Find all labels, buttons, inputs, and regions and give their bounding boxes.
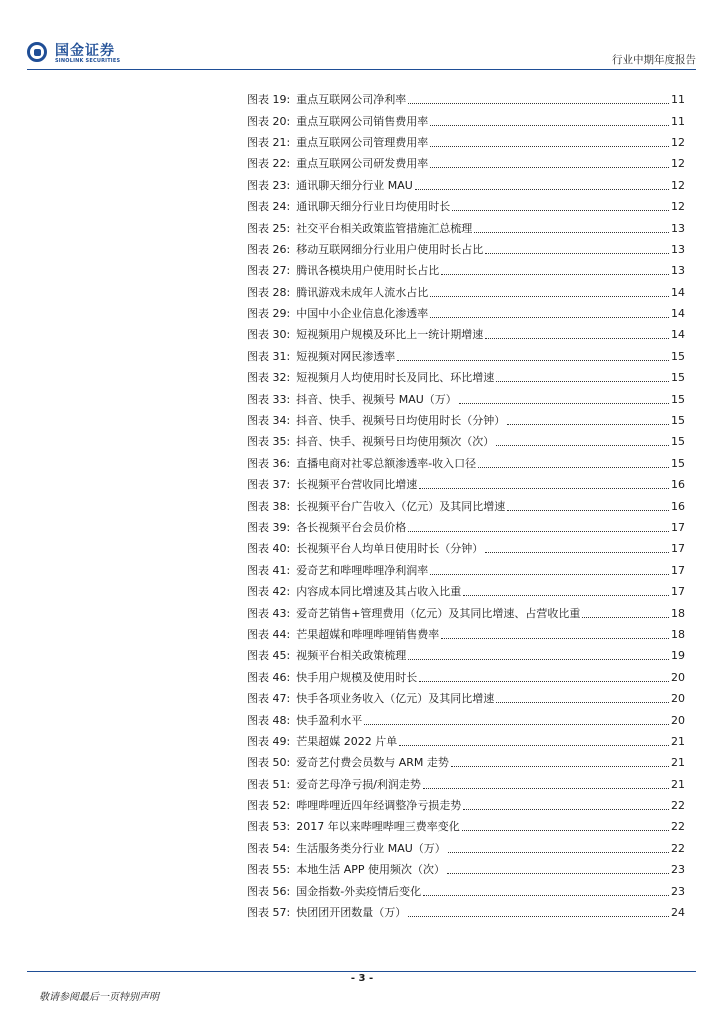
toc-dot-leader xyxy=(408,659,669,660)
toc-entry-page: 15 xyxy=(671,392,685,406)
toc-dot-leader xyxy=(507,510,669,511)
toc-entry-label: 图表 40: xyxy=(247,542,291,556)
toc-entry-title: 哔哩哔哩近四年经调整净亏损走势 xyxy=(296,799,462,813)
toc-entry-page: 13 xyxy=(671,264,685,278)
toc-dot-leader xyxy=(496,381,669,382)
toc-entry[interactable] xyxy=(247,388,685,409)
header-divider xyxy=(27,69,696,70)
toc-entry[interactable] xyxy=(247,239,685,260)
toc-entry-label: 图表 26: xyxy=(247,242,291,256)
toc-entry-label: 图表 51: xyxy=(247,777,291,791)
toc-entry-label: 图表 37: xyxy=(247,478,291,492)
toc-entry-page: 21 xyxy=(671,756,685,770)
toc-entry[interactable] xyxy=(247,89,685,110)
toc-dot-leader xyxy=(463,809,669,810)
toc-entry-title: 重点互联网公司销售费用率 xyxy=(296,114,429,128)
toc-entry[interactable] xyxy=(247,624,685,645)
toc-entry-page: 17 xyxy=(671,563,685,577)
toc-entry-page: 18 xyxy=(671,606,685,620)
toc-entry-page: 23 xyxy=(671,863,685,877)
toc-entry-page: 20 xyxy=(671,713,685,727)
toc-entry[interactable] xyxy=(247,560,685,581)
toc-entry-title: 国金指数-外卖疫情后变化 xyxy=(296,884,422,898)
toc-entry-title: 腾讯游戏未成年人流水占比 xyxy=(296,285,429,299)
toc-entry[interactable] xyxy=(247,816,685,837)
toc-entry-page: 13 xyxy=(671,221,685,235)
toc-entry-label: 图表 22: xyxy=(247,157,291,171)
footer-divider xyxy=(27,971,696,972)
toc-entry-page: 14 xyxy=(671,285,685,299)
toc-entry[interactable] xyxy=(247,495,685,516)
toc-entry-page: 15 xyxy=(671,371,685,385)
toc-dot-leader xyxy=(485,338,669,339)
toc-entry-page: 15 xyxy=(671,349,685,363)
toc-entry-title: 爱奇艺和哔哩哔哩净利润率 xyxy=(296,563,429,577)
toc-entry-label: 图表 35: xyxy=(247,435,291,449)
toc-entry-title: 通讯聊天细分行业日均使用时长 xyxy=(296,200,451,214)
toc-entry-page: 13 xyxy=(671,242,685,256)
toc-dot-leader xyxy=(423,788,669,789)
toc-entry-label: 图表 46: xyxy=(247,670,291,684)
toc-entry[interactable] xyxy=(247,217,685,238)
toc-entry[interactable] xyxy=(247,774,685,795)
toc-entry[interactable] xyxy=(247,303,685,324)
toc-entry[interactable] xyxy=(247,859,685,880)
toc-dot-leader xyxy=(485,253,669,254)
toc-dot-leader xyxy=(459,403,669,404)
toc-entry-title: 长视频平台营收同比增速 xyxy=(296,478,418,492)
toc-entry-page: 19 xyxy=(671,649,685,663)
toc-entry[interactable] xyxy=(247,602,685,623)
toc-dot-leader xyxy=(430,125,669,126)
toc-entry-page: 16 xyxy=(671,478,685,492)
toc-dot-leader xyxy=(408,916,669,917)
toc-entry-label: 图表 45: xyxy=(247,649,291,663)
toc-entry[interactable] xyxy=(247,538,685,559)
toc-dot-leader xyxy=(430,317,669,318)
page-header xyxy=(0,0,724,72)
toc-entry-label: 图表 41: xyxy=(247,563,291,577)
toc-dot-leader xyxy=(423,895,669,896)
toc-entry-page: 24 xyxy=(671,906,685,920)
toc-entry-page: 22 xyxy=(671,841,685,855)
toc-dot-leader xyxy=(463,595,669,596)
toc-entry-title: 快手各项业务收入（亿元）及其同比增速 xyxy=(296,692,495,706)
toc-entry-title: 抖音、快手、视频号日均使用频次（次） xyxy=(296,435,495,449)
toc-entry[interactable] xyxy=(247,902,685,923)
toc-entry-title: 视频平台相关政策梳理 xyxy=(296,649,407,663)
toc-dot-leader xyxy=(478,467,669,468)
toc-entry[interactable] xyxy=(247,880,685,901)
toc-entry-title: 本地生活 APP 使用频次（次） xyxy=(296,863,445,877)
toc-dot-leader xyxy=(441,638,669,639)
toc-entry-title: 中国中小企业信息化渗透率 xyxy=(296,307,429,321)
toc-entry-page: 14 xyxy=(671,328,685,342)
toc-entry-label: 图表 43: xyxy=(247,606,291,620)
toc-entry-label: 图表 53: xyxy=(247,820,291,834)
toc-dot-leader xyxy=(415,189,669,190)
toc-entry-label: 图表 28: xyxy=(247,285,291,299)
toc-entry[interactable] xyxy=(247,453,685,474)
toc-entry[interactable] xyxy=(247,795,685,816)
toc-entry-title: 各长视频平台会员价格 xyxy=(296,521,407,534)
toc-entry-label: 图表 56: xyxy=(247,884,291,898)
toc-entry[interactable] xyxy=(247,196,685,217)
toc-entry-label: 图表 39: xyxy=(247,521,291,534)
toc-entry-label: 图表 19: xyxy=(247,93,291,107)
toc-dot-leader xyxy=(448,852,669,853)
toc-dot-leader xyxy=(496,702,669,703)
toc-entry-page: 21 xyxy=(671,734,685,748)
toc-entry-page: 20 xyxy=(671,670,685,684)
toc-dot-leader xyxy=(582,617,669,618)
toc-entry[interactable] xyxy=(247,410,685,431)
toc-entry-label: 图表 44: xyxy=(247,627,291,641)
toc-entry-page: 22 xyxy=(671,799,685,813)
toc-entry-label: 图表 27: xyxy=(247,264,291,278)
toc-entry[interactable] xyxy=(247,282,685,303)
toc-entry-label: 图表 34: xyxy=(247,414,291,428)
toc-entry-title: 内容成本同比增速及其占收入比重 xyxy=(296,585,462,599)
toc-dot-leader xyxy=(447,873,669,874)
toc-entry-title: 快团团开团数量（万） xyxy=(296,906,407,920)
toc-entry-title: 抖音、快手、视频号日均使用时长（分钟） xyxy=(296,414,506,428)
toc-entry[interactable] xyxy=(247,431,685,452)
toc-entry-page: 18 xyxy=(671,627,685,641)
toc-entry-title: 重点互联网公司研发费用率 xyxy=(296,157,429,171)
toc-entry[interactable] xyxy=(247,709,685,730)
report-type: 行业中期年度报告 xyxy=(612,54,696,66)
toc-dot-leader xyxy=(430,574,669,575)
toc-entry-title: 重点互联网公司管理费用率 xyxy=(296,135,429,149)
toc-entry-page: 21 xyxy=(671,777,685,791)
toc-entry-label: 图表 20: xyxy=(247,114,291,128)
toc-entry-page: 23 xyxy=(671,884,685,898)
toc-dot-leader xyxy=(441,274,669,275)
toc-entry-label: 图表 57: xyxy=(247,906,291,920)
toc-entry[interactable] xyxy=(247,132,685,153)
toc-entry-page: 20 xyxy=(671,692,685,706)
toc-entry[interactable] xyxy=(247,260,685,281)
toc-dot-leader xyxy=(507,424,669,425)
toc-entry-label: 图表 48: xyxy=(247,713,291,727)
toc-entry-title: 爱奇艺销售+管理费用（亿元）及其同比增速、占营收比重 xyxy=(296,606,581,620)
toc-dot-leader xyxy=(462,830,669,831)
toc-entry-label: 图表 42: xyxy=(247,585,291,599)
toc-dot-leader xyxy=(430,296,669,297)
toc-entry-title: 移动互联网细分行业用户使用时长占比 xyxy=(296,242,484,256)
toc-dot-leader xyxy=(408,103,669,104)
toc-entry[interactable] xyxy=(247,346,685,367)
toc-entry-label: 图表 38: xyxy=(247,499,291,513)
toc-entry-page: 17 xyxy=(671,585,685,599)
toc-entry-title: 直播电商对社零总额渗透率-收入口径 xyxy=(296,456,477,470)
toc-entry[interactable] xyxy=(247,110,685,131)
toc-entry[interactable] xyxy=(247,474,685,495)
toc-entry-label: 图表 36: xyxy=(247,456,291,470)
toc-entry-title: 重点互联网公司净利率 xyxy=(296,93,407,107)
toc-entry-title: 2017 年以来哔哩哔哩三费率变化 xyxy=(296,820,460,834)
toc-entry-label: 图表 54: xyxy=(247,841,291,855)
toc-entry-title: 长视频平台人均单日使用时长（分钟） xyxy=(296,542,484,556)
toc-dot-leader xyxy=(474,232,669,233)
toc-entry-title: 短视频用户规模及环比上一统计期增速 xyxy=(296,328,484,342)
toc-entry-title: 快手用户规模及使用时长 xyxy=(296,670,418,684)
toc-entry-label: 图表 25: xyxy=(247,221,291,235)
page-number: - 3 - xyxy=(350,973,374,984)
toc-entry[interactable] xyxy=(247,752,685,773)
logo-name-en: SINOLINK SECURITIES xyxy=(55,57,121,64)
toc-entry-page: 12 xyxy=(671,178,685,192)
logo-name-cn: 国金证券 xyxy=(55,42,115,59)
toc-entry-label: 图表 21: xyxy=(247,135,291,149)
toc-entry[interactable] xyxy=(247,175,685,196)
toc-entry[interactable] xyxy=(247,367,685,388)
toc-entry-label: 图表 49: xyxy=(247,734,291,748)
toc-entry[interactable] xyxy=(247,517,685,538)
toc-entry-title: 爱奇艺付费会员数与 ARM 走势 xyxy=(296,756,449,770)
toc-entry-page: 15 xyxy=(671,414,685,428)
toc-entry[interactable] xyxy=(247,645,685,666)
toc-dot-leader xyxy=(451,766,669,767)
toc-entry-title: 芒果超媒 2022 片单 xyxy=(296,734,398,748)
toc-entry-page: 17 xyxy=(671,542,685,556)
toc-entry-label: 图表 29: xyxy=(247,307,291,321)
toc-dot-leader xyxy=(430,146,669,147)
toc-entry-page: 12 xyxy=(671,200,685,214)
toc-entry[interactable] xyxy=(247,581,685,602)
toc-entry-label: 图表 52: xyxy=(247,799,291,813)
toc-entry-label: 图表 32: xyxy=(247,371,291,385)
toc-dot-leader xyxy=(399,745,669,746)
toc-entry-title: 短视频对网民渗透率 xyxy=(296,349,396,363)
toc-dot-leader xyxy=(496,445,669,446)
toc-entry[interactable] xyxy=(247,153,685,174)
toc-entry-title: 通讯聊天细分行业 MAU xyxy=(296,178,413,192)
toc-entry[interactable] xyxy=(247,838,685,859)
toc-dot-leader xyxy=(485,552,669,553)
toc-entry-page: 12 xyxy=(671,157,685,171)
toc-entry-title: 社交平台相关政策监管措施汇总梳理 xyxy=(296,221,473,235)
toc-entry-title: 长视频平台广告收入（亿元）及其同比增速 xyxy=(296,499,506,513)
toc-entry-label: 图表 23: xyxy=(247,178,291,192)
toc-entry-page: 22 xyxy=(671,820,685,834)
toc-entry-page: 11 xyxy=(671,114,685,128)
toc-entry-label: 图表 33: xyxy=(247,392,291,406)
table-of-figures xyxy=(247,89,685,923)
toc-entry-title: 短视频月人均使用时长及同比、环比增速 xyxy=(296,371,495,385)
toc-entry-page: 15 xyxy=(671,435,685,449)
toc-entry-page: 12 xyxy=(671,135,685,149)
toc-entry[interactable] xyxy=(247,731,685,752)
toc-entry[interactable] xyxy=(247,667,685,688)
toc-entry-title: 腾讯各模块用户使用时长占比 xyxy=(296,264,440,278)
toc-entry-page: 17 xyxy=(671,521,685,534)
toc-dot-leader xyxy=(397,360,669,361)
toc-entry-title: 爱奇艺母净亏损/利润走势 xyxy=(296,777,421,791)
toc-entry[interactable] xyxy=(247,688,685,709)
toc-entry-page: 16 xyxy=(671,499,685,513)
toc-entry-label: 图表 47: xyxy=(247,692,291,706)
logo-icon xyxy=(27,42,51,66)
toc-entry-label: 图表 31: xyxy=(247,349,291,363)
toc-entry-page: 15 xyxy=(671,456,685,470)
toc-dot-leader xyxy=(452,210,669,211)
toc-dot-leader xyxy=(419,488,669,489)
toc-entry-label: 图表 24: xyxy=(247,200,291,214)
toc-entry-page: 14 xyxy=(671,307,685,321)
toc-entry-title: 生活服务类分行业 MAU（万） xyxy=(296,841,446,855)
toc-entry-label: 图表 30: xyxy=(247,328,291,342)
toc-dot-leader xyxy=(408,531,669,532)
disclaimer: 敬请参阅最后一页特别声明 xyxy=(39,992,159,1003)
company-logo xyxy=(27,42,120,66)
toc-dot-leader xyxy=(430,167,669,168)
toc-dot-leader xyxy=(364,724,669,725)
toc-entry-title: 抖音、快手、视频号 MAU（万） xyxy=(296,392,457,406)
toc-entry-page: 11 xyxy=(671,93,685,107)
toc-entry-title: 芒果超媒和哔哩哔哩销售费率 xyxy=(296,627,440,641)
toc-entry[interactable] xyxy=(247,324,685,345)
toc-entry-title: 快手盈利水平 xyxy=(296,713,363,727)
toc-dot-leader xyxy=(419,681,669,682)
toc-entry-label: 图表 50: xyxy=(247,756,291,770)
toc-entry-label: 图表 55: xyxy=(247,863,291,877)
